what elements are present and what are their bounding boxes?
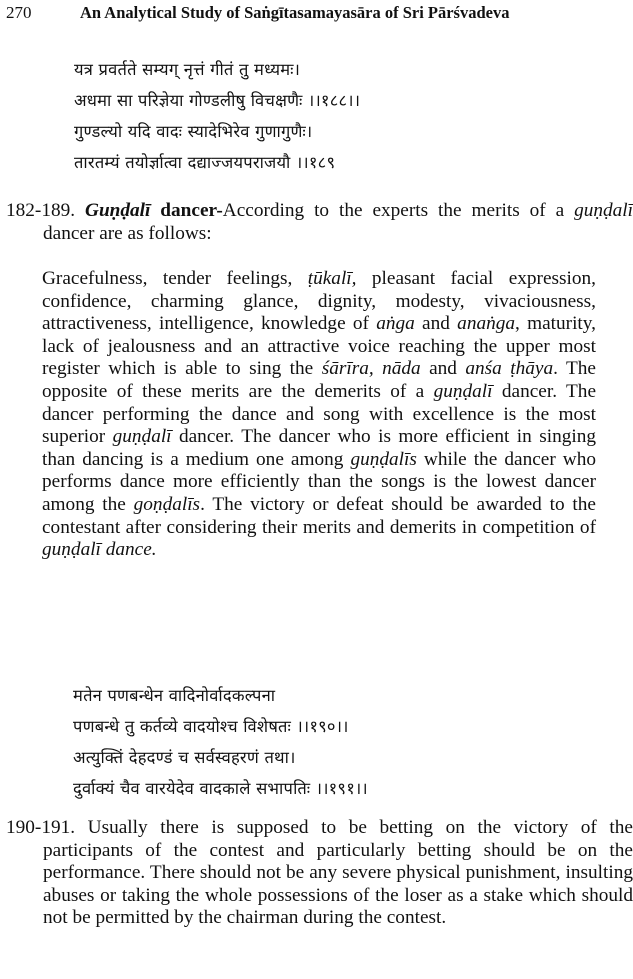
page-header [0,0,600,24]
body-text: Usually there is supposed to be betting on the victory of the participants of the contest and particularly betting should be on the performance. There should not be any severe physical punishment, insulting abuses or taking the whole possessions of the loser as a stake which should not be permitted by the chairman during the contest. [43,817,633,929]
term: anśa ṭhāya [465,358,554,380]
body-text: and [420,358,466,380]
term: ṭūkalī, [307,268,357,289]
body-text: pleasant facial expression, confidence, charming glance, dignity, modesty, vivaciousness, attractiveness, intelligence, knowledge of [42,268,596,335]
body-text: dancer. The dancer performing the dance and song with excellence is the most superior [42,380,597,448]
term: guṇḍalī dance. [42,539,157,561]
sanskrit-verse-block-2 [73,680,368,804]
commentary-182-189-intro [6,200,633,245]
verse-line: अत्युक्तिं देहदण्डं च सर्वस्वहरणं तथा। [73,748,296,767]
term: guṇḍalīs [350,448,417,470]
verse-line: तारतम्यं तयोर्ज्ञात्वा दद्याज्जयपराजयौ ।।१८९ [74,153,336,172]
body-text: Gracefulness, tender feelings, [42,268,308,289]
verse-line: पणबन्धे तु कर्तव्ये वादयोश्च विशेषतः ।।१९०।। [73,717,349,736]
intro-text: According to the experts the merits of a [222,200,575,221]
sanskrit-verse-block-1 [74,54,360,178]
term: anaṅga [457,313,516,335]
verse-line: गुण्डल्यो यदि वादः स्यादेभिरेव गुणागुणैः। [74,122,313,141]
term: goṇḍalīs [133,493,201,515]
intro-term: guṇḍalī [574,200,633,221]
body-text: while the dancer who performs dance more efficiently than the songs is the lowest dancer among the [42,448,596,515]
verse-line: दुर्वाक्यं चैव वारयेदेव वादकाले सभापतिः ।।१९१।। [73,779,368,798]
term: aṅga [376,313,415,335]
commentary-heading-rest: dancer- [150,200,223,221]
body-text: dancer. The dancer who is more efficient in singing than dancing is a medium one among [42,426,596,470]
commentary-190-191 [6,817,633,930]
verse-range: 190-191. [6,817,76,838]
term: śārīra, nāda [321,358,421,380]
running-title: An Analytical Study of Saṅgītasamayasāra of Sri Pārśvadeva [80,3,510,22]
term: guṇḍalī [433,380,493,402]
body-text: and [414,313,458,335]
verse-range: 182-189. [6,200,76,221]
page-number: 270 [6,3,32,22]
body-text: . The opposite of these merits are the demerits of a [42,358,596,402]
term: guṇḍalī [112,426,172,448]
intro-text: dancer are as follows: [43,222,212,244]
commentary-182-189-body [42,268,596,562]
verse-line: अधमा सा परिज्ञेया गोण्डलीषु विचक्षणैः ।।१८८।। [74,91,361,110]
body-text: . The victory or defeat should be awarded to the contestant after considering their merits and demerits in competition of [42,493,596,538]
verse-line: यत्र प्रवर्तते सम्यग् नृत्तं गीतं तु मध्यमः। [74,60,301,79]
body-text: , maturity, lack of jealousness and an attractive voice reaching the upper most register which is able to sing the [42,313,596,380]
verse-line: मतेन पणबन्धेन वादिनोर्वादकल्पना [73,686,276,705]
commentary-heading: Guṇḍalī [85,200,151,221]
